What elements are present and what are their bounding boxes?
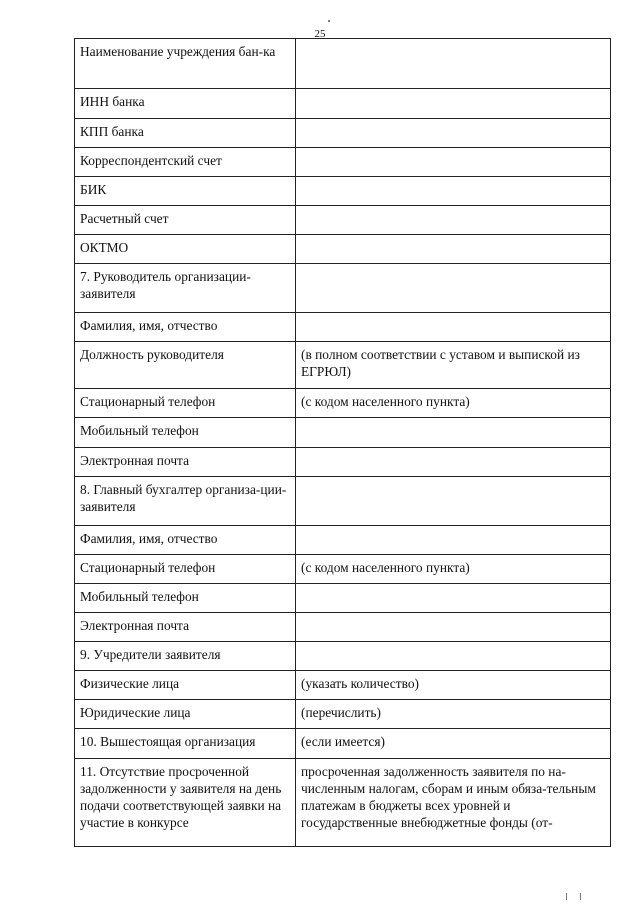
table-row bbox=[75, 313, 611, 342]
application-form-table bbox=[74, 38, 611, 847]
table-row bbox=[75, 448, 611, 477]
scan-dot bbox=[328, 20, 330, 22]
row-label: Стационарный телефон bbox=[75, 389, 296, 418]
row-label: Фамилия, имя, отчество bbox=[75, 526, 296, 555]
row-value: (указать количество) bbox=[296, 671, 611, 700]
row-value bbox=[296, 613, 611, 642]
table-row bbox=[75, 148, 611, 177]
row-value bbox=[296, 119, 611, 148]
row-value bbox=[296, 206, 611, 235]
row-value bbox=[296, 89, 611, 119]
row-label: 10. Вышестоящая организация bbox=[75, 729, 296, 759]
table-row bbox=[75, 342, 611, 389]
row-value bbox=[296, 313, 611, 342]
table-row bbox=[75, 671, 611, 700]
row-value bbox=[296, 418, 611, 448]
row-value bbox=[296, 148, 611, 177]
row-value bbox=[296, 642, 611, 671]
table-row bbox=[75, 39, 611, 89]
row-value bbox=[296, 477, 611, 526]
row-value: просроченная задолженность заявителя по на-численным налогам, сборам и иным обяза-тельным платежам в бюджеты всех уровней и государственные внебюджетные фонды (от- bbox=[296, 759, 611, 847]
row-label: 8. Главный бухгалтер организа-ции-заявителя bbox=[75, 477, 296, 526]
row-label: Наименование учреждения бан-ка bbox=[75, 39, 296, 89]
row-label: ИНН банка bbox=[75, 89, 296, 119]
table-row bbox=[75, 119, 611, 148]
table-row bbox=[75, 642, 611, 671]
table-row bbox=[75, 700, 611, 729]
row-label: Мобильный телефон bbox=[75, 584, 296, 613]
table-row bbox=[75, 418, 611, 448]
table-row bbox=[75, 89, 611, 119]
row-value: (если имеется) bbox=[296, 729, 611, 759]
row-label: 7. Руководитель организации-заявителя bbox=[75, 264, 296, 313]
row-label: Физические лица bbox=[75, 671, 296, 700]
table-row bbox=[75, 613, 611, 642]
row-value bbox=[296, 448, 611, 477]
row-label: 9. Учредители заявителя bbox=[75, 642, 296, 671]
row-label: Мобильный телефон bbox=[75, 418, 296, 448]
table-row bbox=[75, 526, 611, 555]
table-row bbox=[75, 389, 611, 418]
table-row bbox=[75, 177, 611, 206]
row-value: (с кодом населенного пункта) bbox=[296, 555, 611, 584]
row-label: Корреспондентский счет bbox=[75, 148, 296, 177]
row-value bbox=[296, 235, 611, 264]
row-value bbox=[296, 264, 611, 313]
row-label: Юридические лица bbox=[75, 700, 296, 729]
table-row bbox=[75, 729, 611, 759]
row-label: Стационарный телефон bbox=[75, 555, 296, 584]
row-value bbox=[296, 526, 611, 555]
row-label: Фамилия, имя, отчество bbox=[75, 313, 296, 342]
row-value bbox=[296, 177, 611, 206]
row-value: (с кодом населенного пункта) bbox=[296, 389, 611, 418]
row-label: 11. Отсутствие просроченной задолженности у заявителя на день подачи соответствующей заявки на участие в конкурсе bbox=[75, 759, 296, 847]
row-label: БИК bbox=[75, 177, 296, 206]
table-row bbox=[75, 584, 611, 613]
table-row bbox=[75, 555, 611, 584]
row-value: (в полном соответствии с уставом и выпиской из ЕГРЮЛ) bbox=[296, 342, 611, 389]
corner-mark bbox=[566, 893, 588, 901]
table-row bbox=[75, 206, 611, 235]
row-value: (перечислить) bbox=[296, 700, 611, 729]
table-row bbox=[75, 264, 611, 313]
table-row bbox=[75, 477, 611, 526]
table-row bbox=[75, 759, 611, 847]
row-label: ОКТМО bbox=[75, 235, 296, 264]
row-value bbox=[296, 584, 611, 613]
row-label: КПП банка bbox=[75, 119, 296, 148]
row-label: Электронная почта bbox=[75, 613, 296, 642]
table-row bbox=[75, 235, 611, 264]
row-label: Расчетный счет bbox=[75, 206, 296, 235]
row-label: Электронная почта bbox=[75, 448, 296, 477]
row-value bbox=[296, 39, 611, 89]
page-number: 25 bbox=[314, 28, 326, 40]
row-label: Должность руководителя bbox=[75, 342, 296, 389]
